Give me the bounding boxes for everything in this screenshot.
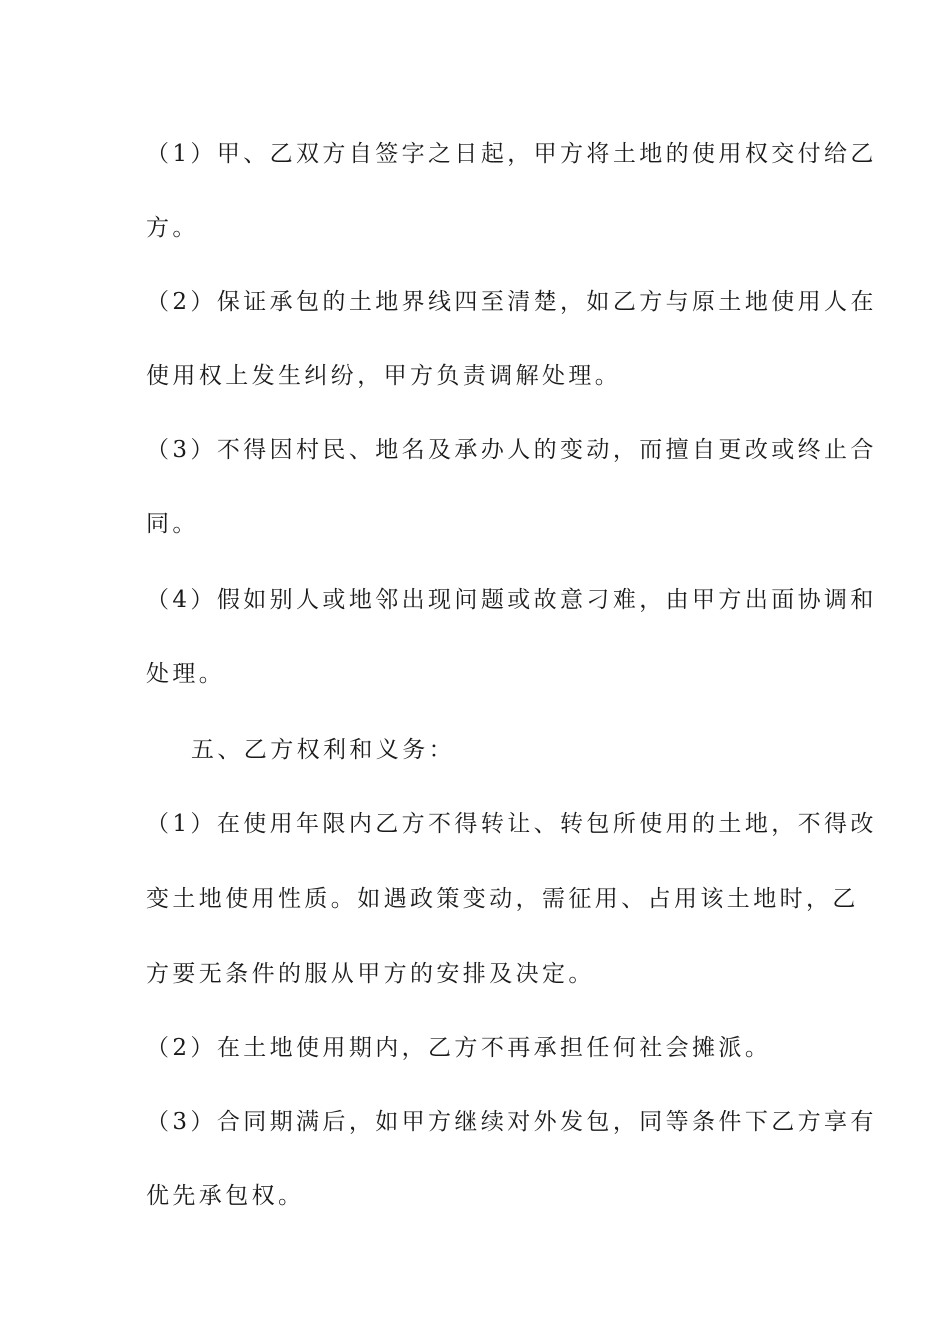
text-line: 处理。 <box>146 661 226 687</box>
text-line: 同。 <box>146 511 199 537</box>
text-line: （1）在使用年限内乙方不得转让、转包所使用的土地，不得改 <box>146 811 877 837</box>
text-line: （3）合同期满后，如甲方继续对外发包，同等条件下乙方享有 <box>146 1109 877 1135</box>
text-line: 方。 <box>146 215 199 241</box>
text-line: 使用权上发生纠纷，甲方负责调解处理。 <box>146 363 622 389</box>
text-line: （4）假如别人或地邻出现问题或故意刁难，由甲方出面协调和 <box>146 587 877 613</box>
section-heading: 五、乙方权利和义务： <box>191 737 455 763</box>
text-line: （3）不得因村民、地名及承办人的变动，而擅自更改或终止合 <box>146 437 877 463</box>
text-line: （2）保证承包的土地界线四至清楚，如乙方与原土地使用人在 <box>146 289 877 315</box>
text-line: 优先承包权。 <box>146 1183 305 1209</box>
text-line: （2）在土地使用期内，乙方不再承担任何社会摊派。 <box>146 1035 772 1061</box>
text-line: 变土地使用性质。如遇政策变动，需征用、占用该土地时，乙 <box>146 886 859 912</box>
text-line: （1）甲、乙双方自签字之日起，甲方将土地的使用权交付给乙 <box>146 141 877 167</box>
text-line: 方要无条件的服从甲方的安排及决定。 <box>146 961 595 987</box>
